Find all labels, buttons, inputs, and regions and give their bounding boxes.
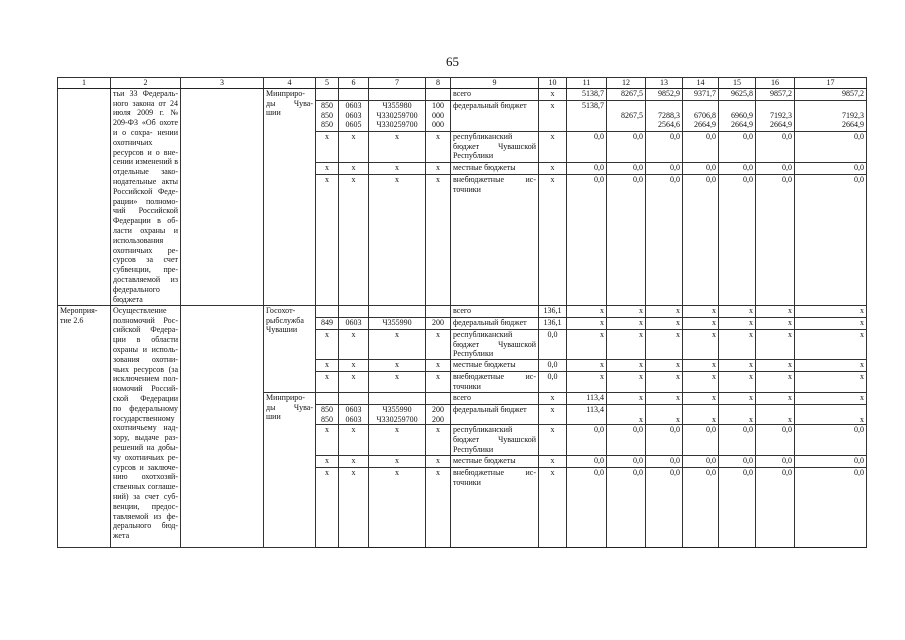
amount-cell: x xyxy=(646,372,683,393)
amount-cell: 0,0 xyxy=(683,174,719,305)
funding-source: всего xyxy=(451,392,539,404)
page-number: 65 xyxy=(446,54,459,69)
amount-cell: 5138,7 xyxy=(567,100,607,131)
amount-cell: x xyxy=(539,456,567,468)
amount-cell: x xyxy=(756,305,795,317)
amount-cell: x xyxy=(567,360,607,372)
amount-cell: x xyxy=(539,468,567,548)
column-number: 4 xyxy=(264,78,316,89)
budget-code: 100 000 000 xyxy=(426,100,451,131)
budget-code: x xyxy=(426,174,451,305)
amount-cell: x xyxy=(795,329,867,359)
amount-cell: 0,0 xyxy=(795,425,867,456)
budget-code xyxy=(426,88,451,100)
budget-code: 0603 xyxy=(339,317,369,329)
amount-cell: x xyxy=(756,392,795,404)
amount-cell: x xyxy=(756,329,795,359)
amount-cell: x xyxy=(683,329,719,359)
amount-cell: 0,0 xyxy=(719,468,756,548)
budget-code: x xyxy=(426,131,451,162)
amount-cell: x xyxy=(539,392,567,404)
amount-cell: x xyxy=(646,305,683,317)
column-number: 13 xyxy=(646,78,683,89)
amount-cell: x xyxy=(719,404,756,425)
amount-cell: x xyxy=(539,131,567,162)
amount-cell: 9371,7 xyxy=(683,88,719,100)
budget-code xyxy=(369,88,426,100)
amount-cell: 0,0 xyxy=(607,456,646,468)
amount-cell: 0,0 xyxy=(646,174,683,305)
column-number: 5 xyxy=(316,78,339,89)
amount-cell: 0,0 xyxy=(719,131,756,162)
amount-cell: 0,0 xyxy=(719,162,756,174)
budget-code: x xyxy=(426,372,451,393)
amount-cell: 0,0 xyxy=(539,372,567,393)
budget-code: x xyxy=(316,456,339,468)
amount-cell: x xyxy=(795,360,867,372)
amount-cell: 0,0 xyxy=(567,162,607,174)
amount-cell: x xyxy=(646,329,683,359)
column-number: 1 xyxy=(58,78,111,89)
budget-code: x xyxy=(369,174,426,305)
amount-cell: 0,0 xyxy=(756,131,795,162)
budget-code: x xyxy=(316,360,339,372)
measure-label xyxy=(58,88,111,305)
budget-code: x xyxy=(339,456,369,468)
amount-cell: x xyxy=(683,360,719,372)
amount-cell: x xyxy=(756,317,795,329)
amount-cell: x xyxy=(683,305,719,317)
amount-cell: x xyxy=(607,329,646,359)
responsible-executor: Госохот- рыбслужба Чувашии xyxy=(264,305,316,392)
amount-cell: 0,0 xyxy=(646,468,683,548)
budget-code: x xyxy=(339,360,369,372)
amount-cell: 0,0 xyxy=(795,131,867,162)
budget-code: x xyxy=(316,372,339,393)
funding-source: местные бюджеты xyxy=(451,456,539,468)
amount-cell: x xyxy=(567,329,607,359)
column-number: 16 xyxy=(756,78,795,89)
amount-cell: 0,0 xyxy=(646,425,683,456)
budget-code: x xyxy=(339,162,369,174)
amount-cell: x xyxy=(539,174,567,305)
amount-cell: 0,0 xyxy=(539,360,567,372)
amount-cell: x xyxy=(719,329,756,359)
budget-code: x xyxy=(369,456,426,468)
budget-code: 200 xyxy=(426,317,451,329)
budget-code: x xyxy=(339,174,369,305)
budget-code: x xyxy=(316,174,339,305)
amount-cell: x xyxy=(683,392,719,404)
amount-cell: 136,1 xyxy=(539,317,567,329)
funding-source: республиканский бюджет Чувашской Республики xyxy=(451,425,539,456)
budget-code: 0603 0603 0605 xyxy=(339,100,369,131)
budget-code: Ч355990 Ч330259700 xyxy=(369,404,426,425)
budget-code: x xyxy=(426,162,451,174)
amount-cell: x xyxy=(539,425,567,456)
budget-code xyxy=(339,305,369,317)
amount-cell: 0,0 xyxy=(795,456,867,468)
amount-cell: 8267,5 xyxy=(607,88,646,100)
amount-cell: x xyxy=(719,305,756,317)
budget-code xyxy=(426,392,451,404)
amount-cell: 0,0 xyxy=(607,174,646,305)
amount-cell: 113,4 xyxy=(567,392,607,404)
amount-cell: x xyxy=(795,404,867,425)
amount-cell: 0,0 xyxy=(719,456,756,468)
measure-label: Мероприя- тие 2.6 xyxy=(58,305,111,548)
column-number: 9 xyxy=(451,78,539,89)
budget-code: 850 850 xyxy=(316,404,339,425)
funding-source: всего xyxy=(451,305,539,317)
budget-code xyxy=(339,392,369,404)
amount-cell: 0,0 xyxy=(683,162,719,174)
amount-cell: 0,0 xyxy=(756,174,795,305)
table-row xyxy=(58,305,867,317)
amount-cell: 0,0 xyxy=(795,174,867,305)
amount-cell: 7192,3 2664,9 xyxy=(795,100,867,131)
amount-cell: x xyxy=(539,162,567,174)
amount-cell: 0,0 xyxy=(756,468,795,548)
amount-cell: 0,0 xyxy=(683,131,719,162)
funding-source: внебюджетные ис- точники xyxy=(451,174,539,305)
amount-cell: x xyxy=(607,404,646,425)
measure-description: тьи 33 Федераль- ного закона от 24 июля 2009 г. № 209-ФЗ «Об охоте и о сохра- нении охотничьих ресурсов и о вне- сении изменений в отдельные зако- нодательные акты Российской Феде- рации» полномо- чий Российской Федерации в об- ласти охраны и использования охотничьих ре- сурсов за счет субвенции, пре- доставляемой из федерального бюджета xyxy=(111,88,181,305)
funding-source: федеральный бюджет xyxy=(451,100,539,131)
column-number: 17 xyxy=(795,78,867,89)
column-number: 8 xyxy=(426,78,451,89)
budget-code xyxy=(316,305,339,317)
amount-cell: 9625,8 xyxy=(719,88,756,100)
budget-code: x xyxy=(369,360,426,372)
budget-code: x xyxy=(426,456,451,468)
amount-cell: x xyxy=(567,317,607,329)
amount-cell: x xyxy=(719,360,756,372)
column-number: 12 xyxy=(607,78,646,89)
amount-cell: 9852,9 xyxy=(646,88,683,100)
budget-code: x xyxy=(369,468,426,548)
funding-source: местные бюджеты xyxy=(451,162,539,174)
funding-source: федеральный бюджет xyxy=(451,317,539,329)
amount-cell: 0,0 xyxy=(607,425,646,456)
budget-code xyxy=(339,88,369,100)
header-row xyxy=(58,78,867,89)
responsible-executor: Минприро- ды Чува- шии xyxy=(264,392,316,548)
amount-cell: x xyxy=(795,305,867,317)
amount-cell: 9857,2 xyxy=(795,88,867,100)
amount-cell: 6706,8 2664,9 xyxy=(683,100,719,131)
budget-code: x xyxy=(369,162,426,174)
amount-cell: 8267,5 xyxy=(607,100,646,131)
amount-cell: 0,0 xyxy=(756,162,795,174)
funding-source: внебюджетные ис- точники xyxy=(451,468,539,548)
amount-cell: x xyxy=(683,317,719,329)
column-number: 10 xyxy=(539,78,567,89)
amount-cell: x xyxy=(646,404,683,425)
budget-code: x xyxy=(339,372,369,393)
amount-cell: 0,0 xyxy=(607,162,646,174)
budget-code xyxy=(426,305,451,317)
column-number: 11 xyxy=(567,78,607,89)
amount-cell: 5138,7 xyxy=(567,88,607,100)
funding-source: всего xyxy=(451,88,539,100)
budget-code: x xyxy=(339,329,369,359)
table-row xyxy=(58,88,867,100)
budget-code: 850 850 850 xyxy=(316,100,339,131)
amount-cell: 0,0 xyxy=(719,174,756,305)
funding-source: республиканский бюджет Чувашской Республики xyxy=(451,131,539,162)
amount-cell: 0,0 xyxy=(683,456,719,468)
amount-cell: x xyxy=(646,317,683,329)
budget-code: x xyxy=(426,425,451,456)
budget-code xyxy=(369,305,426,317)
column-number: 14 xyxy=(683,78,719,89)
budget-code: x xyxy=(316,131,339,162)
amount-cell: x xyxy=(683,372,719,393)
amount-cell: x xyxy=(795,317,867,329)
budget-code: Ч355980 Ч330259700 Ч330259700 xyxy=(369,100,426,131)
amount-cell: x xyxy=(607,317,646,329)
amount-cell: x xyxy=(646,392,683,404)
budget-code: x xyxy=(316,329,339,359)
budget-code: x xyxy=(316,425,339,456)
funding-source: местные бюджеты xyxy=(451,360,539,372)
column-number: 6 xyxy=(339,78,369,89)
amount-cell: 0,0 xyxy=(567,174,607,305)
empty-cell xyxy=(181,88,264,305)
amount-cell: 0,0 xyxy=(719,425,756,456)
amount-cell: 0,0 xyxy=(567,468,607,548)
amount-cell: x xyxy=(646,360,683,372)
budget-code: x xyxy=(426,468,451,548)
budget-code: x xyxy=(369,425,426,456)
amount-cell: x xyxy=(607,305,646,317)
amount-cell: x xyxy=(607,372,646,393)
budget-table xyxy=(57,77,867,548)
amount-cell: 113,4 xyxy=(567,404,607,425)
budget-code: 0603 0603 xyxy=(339,404,369,425)
amount-cell: x xyxy=(719,372,756,393)
funding-source: федеральный бюджет xyxy=(451,404,539,425)
budget-code: x xyxy=(339,468,369,548)
budget-code: x xyxy=(316,468,339,548)
amount-cell: x xyxy=(756,360,795,372)
amount-cell: 0,0 xyxy=(646,131,683,162)
column-number: 15 xyxy=(719,78,756,89)
amount-cell: x xyxy=(539,404,567,425)
budget-code: x xyxy=(339,425,369,456)
funding-source: республиканский бюджет Чувашской Республики xyxy=(451,329,539,359)
amount-cell: 0,0 xyxy=(607,131,646,162)
column-number: 7 xyxy=(369,78,426,89)
budget-code xyxy=(369,392,426,404)
amount-cell: 0,0 xyxy=(756,425,795,456)
amount-cell: 0,0 xyxy=(539,329,567,359)
amount-cell: 0,0 xyxy=(567,131,607,162)
amount-cell: 7288,3 2564,6 xyxy=(646,100,683,131)
amount-cell: 0,0 xyxy=(683,468,719,548)
budget-code: x xyxy=(369,131,426,162)
amount-cell: x xyxy=(719,392,756,404)
amount-cell: x xyxy=(683,404,719,425)
amount-cell: x xyxy=(567,305,607,317)
budget-code xyxy=(316,392,339,404)
amount-cell: 0,0 xyxy=(795,162,867,174)
budget-code xyxy=(316,88,339,100)
amount-cell: x xyxy=(795,392,867,404)
budget-code: Ч355990 xyxy=(369,317,426,329)
budget-code: x xyxy=(426,360,451,372)
amount-cell: x xyxy=(539,88,567,100)
responsible-executor: Минприро- ды Чува- шии xyxy=(264,88,316,305)
amount-cell: 9857,2 xyxy=(756,88,795,100)
amount-cell: x xyxy=(719,317,756,329)
column-number: 2 xyxy=(111,78,181,89)
budget-code: x xyxy=(316,162,339,174)
amount-cell: 0,0 xyxy=(646,456,683,468)
column-number: 3 xyxy=(181,78,264,89)
funding-source: внебюджетные ис- точники xyxy=(451,372,539,393)
budget-code: x xyxy=(369,329,426,359)
amount-cell: x xyxy=(607,392,646,404)
amount-cell: 0,0 xyxy=(567,425,607,456)
amount-cell: x xyxy=(539,100,567,131)
amount-cell: x xyxy=(567,372,607,393)
amount-cell: x xyxy=(795,372,867,393)
amount-cell: 0,0 xyxy=(646,162,683,174)
amount-cell: 6960,9 2664,9 xyxy=(719,100,756,131)
budget-code: 849 xyxy=(316,317,339,329)
amount-cell: 0,0 xyxy=(607,468,646,548)
budget-code: 200 200 xyxy=(426,404,451,425)
amount-cell: x xyxy=(756,372,795,393)
amount-cell: 0,0 xyxy=(567,456,607,468)
budget-code: x xyxy=(369,372,426,393)
budget-code: x xyxy=(426,329,451,359)
amount-cell: 136,1 xyxy=(539,305,567,317)
amount-cell: x xyxy=(607,360,646,372)
budget-code: x xyxy=(339,131,369,162)
measure-description: Осуществление полномочий Рос- сийской Федера- ции в области охраны и исполь- зования охотни- чьих ресурсов (за исключением пол- номочий Россий- ской Федерации по федеральному государственному охотничьему над- зору, выдаче раз- решений на добы- чу охотничьих ре- сурсов и заключе- нию охотхозяй- ственных соглаше- ний) за счет суб- венции, предос- тавляемой из фе- дерального бюд- жета xyxy=(111,305,181,548)
amount-cell: 0,0 xyxy=(795,468,867,548)
amount-cell: 0,0 xyxy=(756,456,795,468)
amount-cell: 0,0 xyxy=(683,425,719,456)
amount-cell: x xyxy=(756,404,795,425)
empty-cell xyxy=(181,305,264,548)
amount-cell: 7192,3 2664,9 xyxy=(756,100,795,131)
